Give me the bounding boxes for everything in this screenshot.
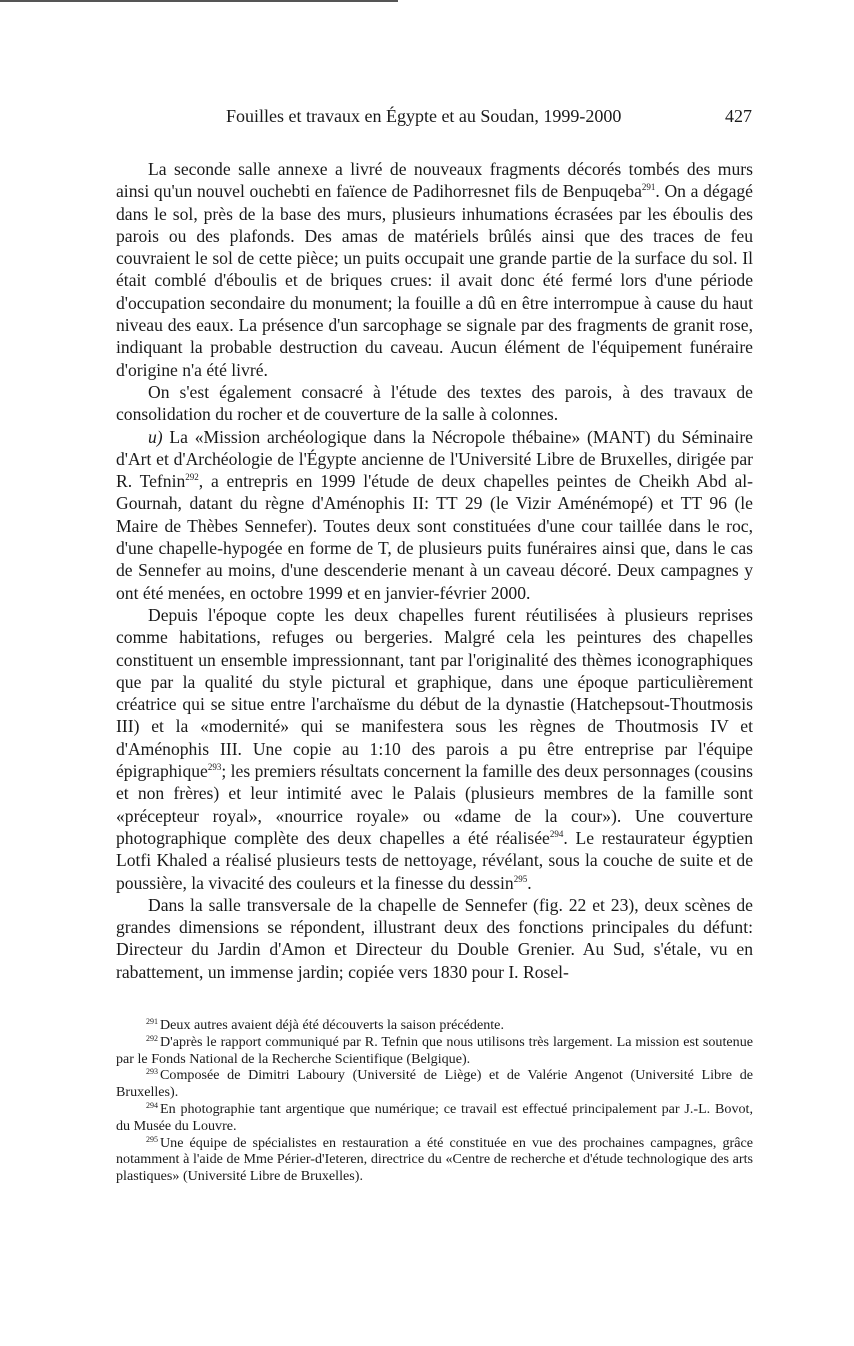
paragraph-text: . bbox=[527, 872, 532, 893]
paragraph-text: ; les premiers résultats concernent la famille des deux personnages (cousins et non frères) et leur intimité avec le Palais (plusieurs membres de la famille sont «précepteur royal», «nourrice royale» ou «dame de la cour»). Une couverture photographique complète des deux chapelles a été réalisée bbox=[116, 761, 753, 848]
footnote-text: Deux autres avaient déjà été découverts la saison précédente. bbox=[160, 1017, 504, 1033]
paragraph-text: . On a dégagé dans le sol, près de la base des murs, plusieurs inhumations écrasées par les éboulis des parois ou des plafonds. Des amas de matériels brûlés ainsi que des traces de feu couvraient le sol de cette pièce; un puits occupait une grande partie de la surface du sol. Il était comblé d'éboulis et de briques crues: il avait donc été fermé lors d'une période d'occupation secondaire du monument; la fouille a dû en être interrompue à cause du haut niveau des eaux. La présence d'un sarcophage se signale par des fragments de granit rose, indiquant la probable destruction du caveau. Aucun élément de l'équipement funéraire d'origine n'a été livré. bbox=[116, 181, 753, 380]
top-rule bbox=[0, 0, 398, 2]
footnote-text: Une équipe de spécialistes en restauration a été constituée en vue des prochaines campagnes, grâce notamment à l'aide de Mme Périer-d'Ieteren, directrice du «Centre de recherche et d'étude technologique des arts plastiques» (Université Libre de Bruxelles). bbox=[116, 1134, 753, 1185]
footnote-number: 293 bbox=[146, 1067, 158, 1077]
footnote bbox=[116, 1034, 753, 1068]
footnote-ref-292: 292 bbox=[185, 472, 199, 483]
footnote-number: 291 bbox=[146, 1017, 158, 1026]
paragraph-coptic-reuse bbox=[116, 604, 753, 894]
running-header bbox=[226, 103, 752, 129]
section-label: u) bbox=[148, 426, 163, 447]
footnote-ref-295: 295 bbox=[513, 873, 528, 884]
footnote-ref-294: 294 bbox=[549, 828, 564, 839]
footnote-text: D'après le rapport communiqué par R. Tefnin que nous utilisons très largement. La mission est soutenue par le Fonds National de la Recherche Scientifique (Belgique). bbox=[116, 1033, 753, 1067]
footnote-number: 294 bbox=[146, 1100, 158, 1110]
page-number: 427 bbox=[725, 106, 752, 126]
footnotes bbox=[116, 1017, 753, 1185]
paragraph-text: , a entrepris en 1999 l'étude de deux chapelles peintes de Cheikh Abd al-Gournah, datant du règne d'Aménophis II: TT 29 (le Vizir Aménémopé) et TT 96 (le Maire de Thèbes Sennefer). Toutes deux sont constituées d'une cour taillée dans le roc, d'une chapelle-hypogée en forme de T, de plusieurs puits funéraires ainsi que, dans le cas de Sennefer au moins, d'une descenderie menant à un caveau décoré. Deux campagnes y ont été menées, en octobre 1999 et en janvier-février 2000. bbox=[116, 471, 753, 603]
paragraph-mant-mission bbox=[116, 426, 753, 604]
paragraph-text: La «Mission archéologique dans la Nécropole thébaine» (MANT) du Séminaire d'Art et d'Archéologie de l'Égypte ancienne de l'Université Libre de Bruxelles, dirigée par R. Tefnin bbox=[116, 426, 753, 492]
footnote-text: En photographie tant argentique que numérique; ce travail est effectué principalement par J.-L. Bovot, du Musée du Louvre. bbox=[116, 1100, 753, 1134]
paragraph-text: . Le restaurateur égyptien Lotfi Khaled a réalisé plusieurs tests de nettoyage, révélant, sous la couche de suite et de poussière, la vivacité des couleurs et la finesse du dessin bbox=[116, 827, 753, 893]
paragraph-text: Depuis l'époque copte les deux chapelles furent réutilisées à plusieurs reprises comme habitations, refuges ou bergeries. Malgré cela les peintures des chapelles constituent un ensemble impressionnant, tant par l'originalité des thèmes iconographiques que par la qualité du style pictural et graphique, dans une époque particulièrement créatrice qui se situe entre l'archaïsme du début de la dynastie (Hatchepsout-Thoutmosis III) et la «modernité» qui se manifestera sous les règnes de Thoutmosis IV et d'Aménophis III. Une copie au 1:10 des parois a pu être entreprise par l'équipe épigraphique bbox=[116, 604, 753, 782]
paragraph-transverse-hall: Dans la salle transversale de la chapelle de Sennefer (fig. 22 et 23), deux scènes de grandes dimensions se répondent, illustrant deux des fonctions principales du défunt: Directeur du Jardin d'Amon et Directeur du Double Grenier. Au Sud, s'étale, vu en rabattement, un immense jardin; copiée vers 1830 pour I. Rosel- bbox=[116, 894, 753, 982]
footnote-text: Composée de Dimitri Laboury (Université de Liège) et de Valérie Angenot (Université Libre de Bruxelles). bbox=[116, 1067, 753, 1101]
body-text bbox=[116, 158, 753, 983]
footnote bbox=[116, 1067, 753, 1101]
paragraph-text: La seconde salle annexe a livré de nouveaux fragments décorés tombés des murs ainsi qu'un nouvel ouchebti en faïence de Padihorresnet fils de Benpuqeba bbox=[116, 159, 753, 202]
footnote-number: 292 bbox=[146, 1033, 158, 1043]
footnote-ref-293: 293 bbox=[207, 762, 222, 773]
footnote-number: 295 bbox=[146, 1134, 158, 1144]
footnote bbox=[116, 1017, 753, 1034]
footnote bbox=[116, 1101, 753, 1135]
running-title: Fouilles et travaux en Égypte et au Soudan, 1999-2000 bbox=[226, 106, 622, 126]
paragraph-studies: On s'est également consacré à l'étude des textes des parois, à des travaux de consolidation du rocher et de couverture de la salle à colonnes. bbox=[116, 381, 753, 425]
footnote bbox=[116, 1135, 753, 1185]
footnote-ref-291: 291 bbox=[641, 182, 656, 193]
paragraph-second-annex-room bbox=[116, 158, 753, 381]
